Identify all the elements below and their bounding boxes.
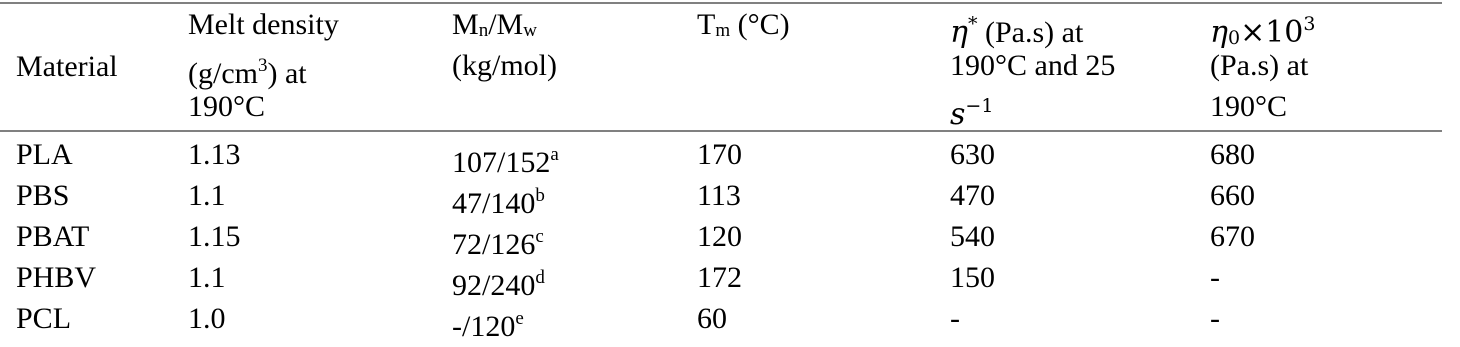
header-mn-mw	[452, 4, 557, 86]
header-eta-zero-line1	[1210, 4, 1316, 50]
table-row-2-mn-mw	[452, 216, 544, 261]
header-material-text: Material	[16, 50, 118, 83]
table-row-0-mn-mw	[452, 134, 559, 179]
table-row-4-mn-mw-value: -/120	[452, 310, 516, 343]
header-eta-zero-sub: 0	[1227, 27, 1241, 49]
header-melt-density	[188, 4, 339, 127]
table-row-1-eta-zero: 660	[1210, 179, 1255, 212]
header-eta-zero-temp: 190°C	[1210, 90, 1288, 123]
header-melt-density-unit: (g/cm	[188, 57, 258, 90]
header-mn-symbol: M	[452, 8, 479, 41]
table-header-rule	[0, 130, 1442, 132]
header-eta-star-conditions: 190°C and 25	[950, 49, 1116, 82]
table-row-4-tm: 60	[697, 302, 727, 335]
header-eta-star-asterisk: *	[967, 13, 978, 35]
header-tm-unit: (°C)	[730, 8, 790, 41]
table-row-1-material: PBS	[16, 179, 70, 212]
header-mn-mw-line2	[452, 45, 557, 86]
header-eta-zero-line3	[1210, 86, 1315, 127]
table-row-0-density: 1.13	[188, 138, 241, 171]
header-eta-star-symbol: η	[950, 15, 968, 50]
header-eta-star-line3	[950, 86, 1115, 132]
header-tm-line1	[697, 4, 790, 45]
table-row-4-mn-mw	[452, 298, 524, 343]
table-row-3-eta-star: 150	[950, 261, 995, 294]
header-melt-density-unit-exp: 3	[257, 55, 268, 76]
header-mn-sub: n	[478, 20, 489, 41]
header-mw-symbol: /M	[488, 8, 524, 41]
header-eta-zero	[1210, 4, 1315, 127]
table-row-2-mn-mw-value: 72/126	[452, 228, 536, 261]
table-row-4-material: PCL	[16, 302, 72, 335]
header-eta-star-rate-exp: −1	[965, 95, 994, 117]
table-row-2-density: 1.15	[188, 220, 241, 253]
header-eta-star-line1	[950, 4, 1115, 50]
table-row-3-note: d	[535, 267, 545, 288]
header-melt-density-at: ) at	[267, 57, 307, 90]
header-melt-density-line3	[188, 86, 339, 127]
header-eta-zero-multiplier: ×10	[1240, 15, 1304, 50]
table-row-4-eta-star: -	[950, 302, 960, 335]
header-tm	[697, 4, 790, 45]
table-row-4-eta-zero: -	[1210, 302, 1220, 335]
table-row-1-density: 1.1	[188, 179, 226, 212]
table-row-1-note: b	[535, 185, 545, 206]
header-melt-density-text1: Melt density	[188, 8, 339, 41]
header-eta-zero-symbol: η	[1210, 15, 1228, 50]
table-row-3-eta-zero: -	[1210, 261, 1220, 294]
table-row-3-density: 1.1	[188, 261, 226, 294]
header-melt-density-line1	[188, 4, 339, 45]
header-eta-star-rate-unit: s	[950, 97, 966, 132]
table-row-2-material: PBAT	[16, 220, 90, 253]
table-row-2-note: c	[535, 226, 544, 247]
header-eta-zero-unit: (Pa.s) at	[1210, 49, 1309, 82]
table-row-3-tm: 172	[697, 261, 742, 294]
table-row-0-mn-mw-value: 107/152	[452, 146, 551, 179]
header-melt-density-temp: 190°C	[188, 90, 266, 123]
table-row-4-density: 1.0	[188, 302, 226, 335]
table-row-1-mn-mw-value: 47/140	[452, 187, 536, 220]
table-row-3-material: PHBV	[16, 261, 97, 294]
table-row-1-eta-star: 470	[950, 179, 995, 212]
table-row-1-tm: 113	[697, 179, 741, 212]
table-row-1-mn-mw	[452, 175, 545, 220]
table-row-0-note: a	[550, 144, 559, 165]
header-eta-zero-line2	[1210, 45, 1315, 86]
header-mw-sub: w	[523, 20, 537, 41]
header-material	[16, 46, 118, 87]
header-eta-zero-exp: 3	[1303, 13, 1316, 35]
header-eta-star	[950, 4, 1116, 132]
table-row-3-mn-mw-value: 92/240	[452, 269, 536, 302]
table-row-0-eta-zero: 680	[1210, 138, 1255, 171]
table-row-2-tm: 120	[697, 220, 742, 253]
table-row-0-tm: 170	[697, 138, 742, 171]
header-eta-star-line2	[950, 45, 1115, 86]
header-mn-mw-unit: (kg/mol)	[452, 49, 557, 82]
table-row-0-eta-star: 630	[950, 138, 995, 171]
table-row-0-material: PLA	[16, 138, 73, 171]
header-eta-star-unit: (Pa.s) at	[977, 16, 1084, 49]
header-mn-mw-line1	[452, 4, 557, 45]
table-row-4-note: e	[515, 308, 524, 329]
table-row-2-eta-star: 540	[950, 220, 995, 253]
table-row-3-mn-mw	[452, 257, 545, 302]
header-tm-sub: m	[715, 20, 731, 41]
header-tm-symbol: T	[697, 8, 716, 41]
table-row-2-eta-zero: 670	[1210, 220, 1255, 253]
header-melt-density-line2	[188, 45, 339, 90]
